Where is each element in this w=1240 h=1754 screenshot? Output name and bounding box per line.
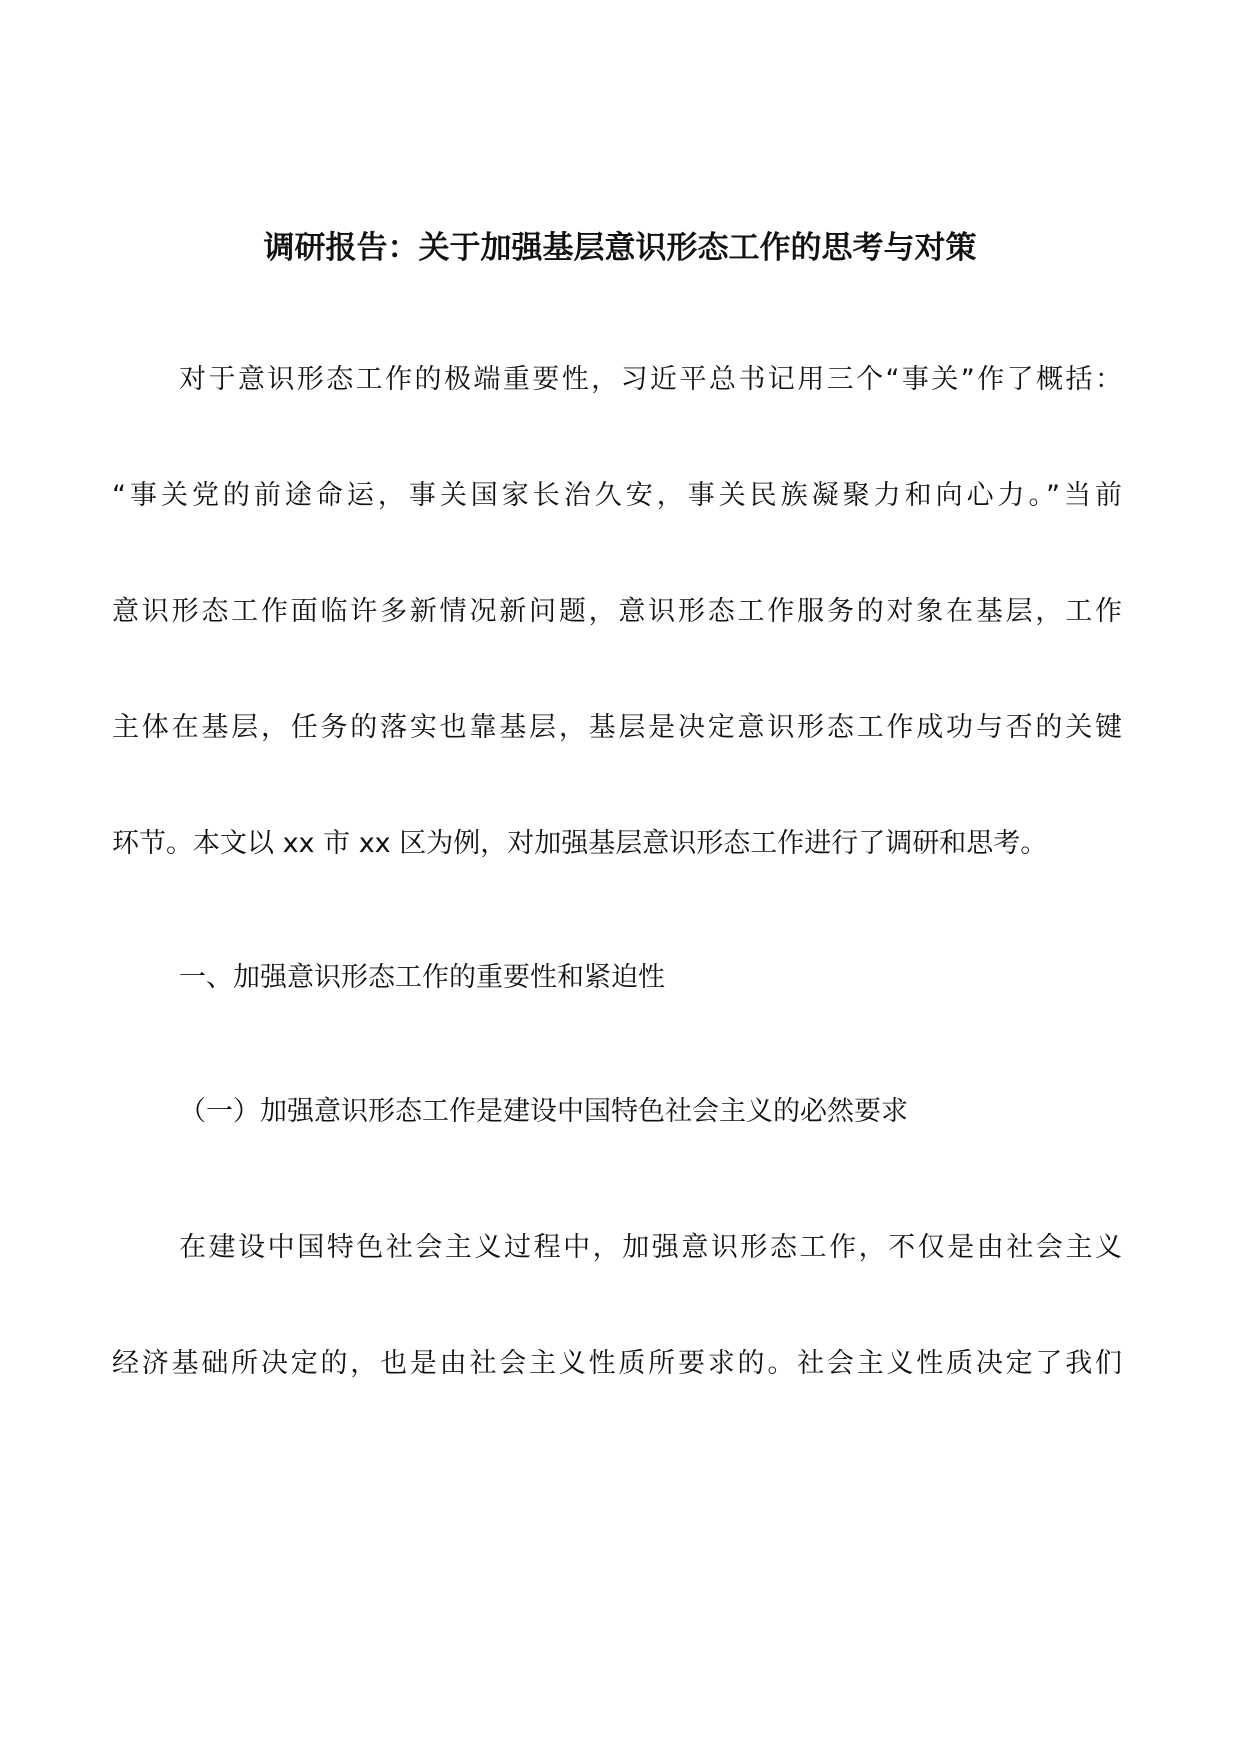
paragraph-1-line-2: “事关党的前途命运，事关国家长治久安，事关民族凝聚力和向心力。”当前 — [112, 480, 1122, 511]
subsection-heading-1: （一）加强意识形态工作是建设中国特色社会主义的必然要求 — [179, 1096, 908, 1127]
paragraph-1-line-4: 主体在基层，任务的落实也靠基层，基层是决定意识形态工作成功与否的关键 — [112, 712, 1122, 743]
paragraph-1-line-1: 对于意识形态工作的极端重要性，习近平总书记用三个“事关”作了概括： — [179, 364, 1122, 395]
paragraph-1-line-3: 意识形态工作面临许多新情况新问题，意识形态工作服务的对象在基层，工作 — [112, 596, 1122, 627]
paragraph-2-line-1: 在建设中国特色社会主义过程中，加强意识形态工作，不仅是由社会主义 — [179, 1232, 1122, 1263]
paragraph-2-line-2: 经济基础所决定的，也是由社会主义性质所要求的。社会主义性质决定了我们 — [112, 1348, 1122, 1379]
paragraph-1-line-5: 环节。本文以 xx 市 xx 区为例，对加强基层意识形态工作进行了调研和思考。 — [112, 828, 1048, 859]
document-title: 调研报告：关于加强基层意识形态工作的思考与对策 — [263, 230, 977, 266]
section-heading-1: 一、加强意识形态工作的重要性和紧迫性 — [179, 962, 665, 993]
